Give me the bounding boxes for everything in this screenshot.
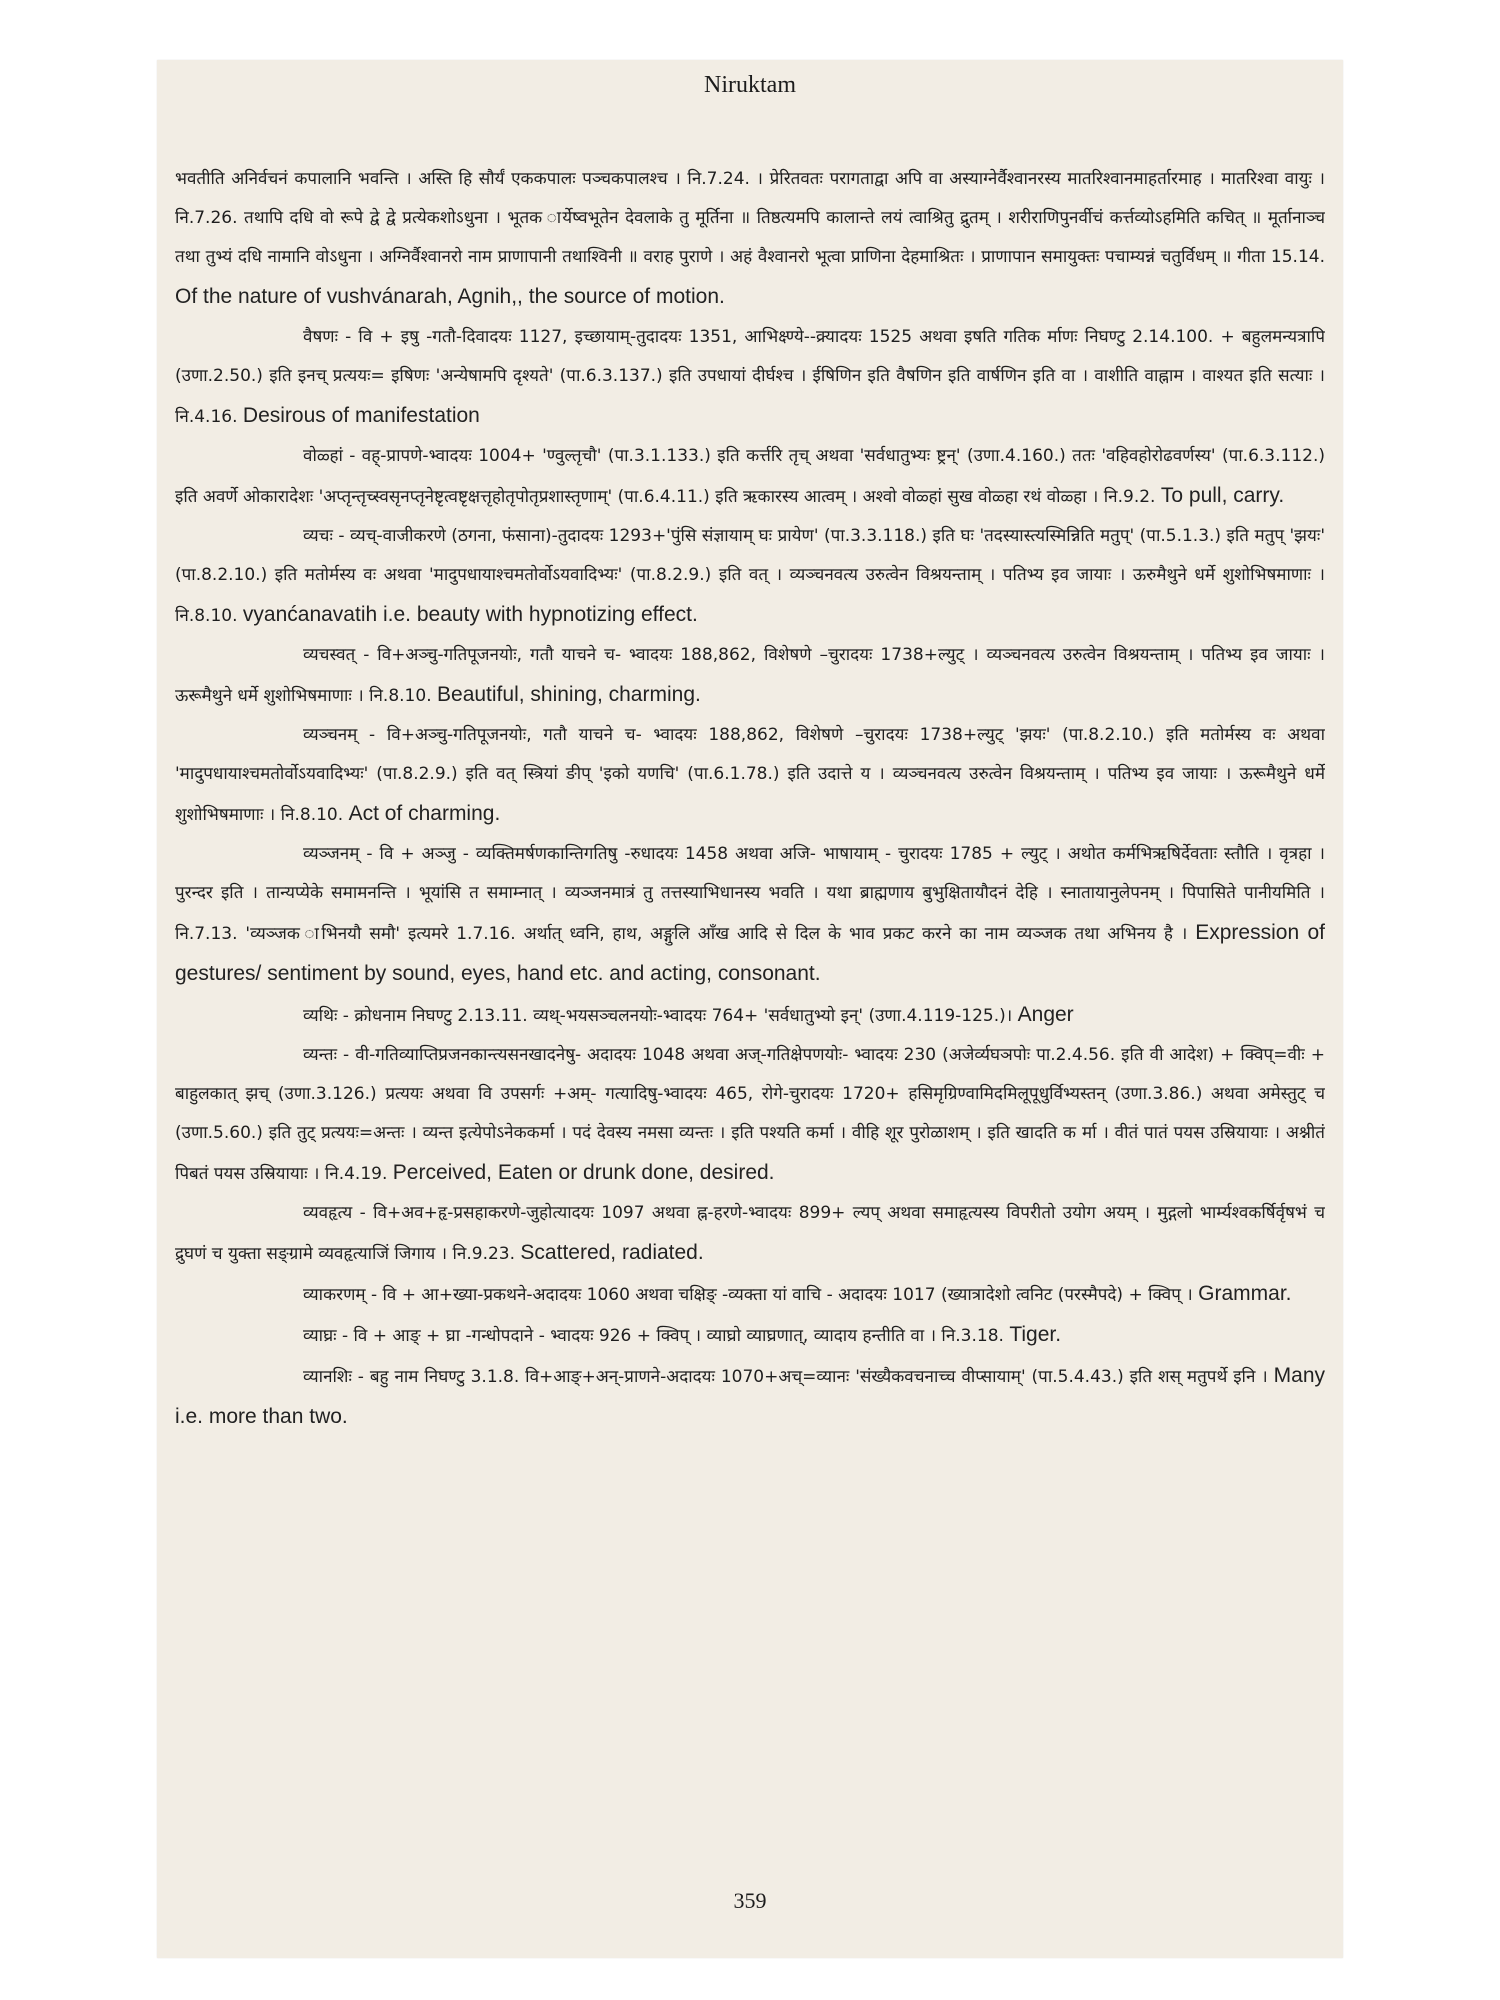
english-gloss: Many i.e. more than two. (175, 1364, 1325, 1428)
sanskrit-text: व्याकरणम् - वि + आ+ख्या-प्रकथने-अदादयः 1060 अथवा चक्षिङ् -व्यक्ता यां वाचि - अदादयः 1017 (ख्यात्रादेशो त्वनिट (परस्मैपदे) + क्विप् । (303, 1285, 1193, 1305)
entry-paragraph (175, 160, 1325, 318)
entry-paragraph (175, 437, 1325, 517)
sanskrit-text: व्यानशिः - बहु नाम निघण्टु 3.1.8. वि+आङ्+अन्-प्राणने-अदादयः 1070+अच्=व्यानः 'संख्यैकवचनाच्च वीप्सायाम्' (पा.5.4.43.) इति शस् मतुपर्थे इनि । (303, 1367, 1268, 1387)
entry-paragraph (175, 1315, 1325, 1356)
sanskrit-text: व्यथिः - क्रोधनाम निघण्टु 2.13.11. व्यथ्-भयसञ्चलनयोः-भ्वादयः 764+ 'सर्वधातुभ्यो इन्' (उणा.4.119-125.)। (303, 1006, 1013, 1026)
entry-paragraph (175, 716, 1325, 835)
english-gloss: Scattered, radiated. (520, 1241, 704, 1264)
entry-paragraph (175, 318, 1325, 437)
running-head: Niruktam (704, 72, 796, 98)
sanskrit-text: वैषणः - वि + इषु -गतौ-दिवादयः 1127, इच्छायाम्-तुदादयः 1351, आभिक्ष्ण्ये--क्र्यादयः 1525 अथवा इषति गतिक र्माणः निघण्टु 2.14.100. + बहुलमन्यत्रापि (उणा.2.50.) इति इनच् प्रत्ययः= इषिणः 'अन्येषामपि दृश्यते' (पा.6.3.137.) इति उपधायां दीर्घश्च । ईषिणिन इति वैषणिन इति वार्षणिन इति वा । वाशीति वाह्नाम । वाश्यत इति सत्याः । नि.4.16. (175, 327, 1325, 427)
english-gloss: To pull, carry. (1160, 484, 1285, 507)
entry-paragraph (175, 835, 1325, 995)
sanskrit-text: व्यचः - व्यच्-वाजीकरणे (ठगना, फंसाना)-तुदादयः 1293+'पुंसि संज्ञायाम् घः प्रायेण' (पा.3.3.118.) इति घः 'तदस्यास्त्यस्मिन्निति मतुप्' (पा.5.1.3.) इति मतुप् 'झयः' (पा.8.2.10.) इति मतोर्मस्य वः अथवा 'मादुपधायाश्चमतोर्वोऽयवादिभ्यः' (पा.8.2.9.) इति वत् । व्यञ्चनवत्य उरुत्वेन विश्रयन्ताम् । पतिभ्य इव जायाः । ऊरुमैथुने धर्मे शुशोभिषमाणाः । नि.8.10. (175, 526, 1325, 626)
english-gloss: Perceived, Eaten or drunk done, desired. (392, 1161, 775, 1184)
book-page (157, 60, 1343, 1958)
entry-paragraph (175, 1194, 1325, 1274)
sanskrit-text: भवतीति अनिर्वचनं कपालानि भवन्ति । अस्ति हि सौर्यं एककपालः पञ्चकपालश्च । नि.7.24. । प्रेरितवतः परागताद्वा अपि वा अस्याग्नेर्वैश्वानरस्य मातरिश्वानमाहर्तारमाह । मातरिश्वा वायुः । नि.7.26. तथापि दधि वो रूपे द्वे द्वे प्रत्येकशोऽधुना । भूतक ार्येष्वभूतेन देवलाके तु मूर्तिना ॥ तिष्ठत्यमपि कालान्ते लयं त्वाश्रितु द्रुतम् । शरीराणिपुनर्वीचं कर्त्तव्योऽहमिति कचित् ॥ मूर्तानाञ्च तथा तुभ्यं दधि नामानि वोऽधुना । अग्निर्वैश्वानरो नाम प्राणापानी तथाश्विनी ॥ वराह पुराणे । अहं वैश्वानरो भूत्वा प्राणिना देहमाश्रितः । प्राणापान समायुक्तः पचाम्यन्नं चतुर्विधम् ॥ गीता 15.14. (175, 169, 1325, 267)
english-gloss: Of the nature of vushvánarah, Agnih,, the source of motion. (175, 285, 725, 308)
english-gloss: Act of charming. (348, 802, 501, 825)
sanskrit-text: व्यञ्चनम् - वि+अञ्चु-गतिपूजनयोः, गतौ याचने च- भ्वादयः 188,862, विशेषणे –चुरादयः 1738+ल्युट् 'झयः' (पा.8.2.10.) इति मतोर्मस्य वः अथवा 'मादुपधायाश्चमतोर्वोऽयवादिभ्यः' (पा.8.2.9.) इति वत् स्त्रियां ङीप् 'इको यणचि' (पा.6.1.78.) इति उदात्ते य । व्यञ्चनवत्य उरुत्वेन विश्रयन्ताम् । पतिभ्य इव जायाः । ऊरूमैथुने धर्मे शुशोभिषमाणाः । नि.8.10. (175, 725, 1325, 825)
entry-paragraph (175, 1356, 1325, 1438)
sanskrit-text: व्याघ्रः - वि + आङ् + घ्रा -गन्धोपदाने - भ्वादयः 926 + क्विप् । व्याघ्रो व्याघ्रणात्, व्यादाय हन्तीति वा । नि.3.18. (303, 1326, 1004, 1346)
english-gloss: Expression of gestures/ sentiment by sound, eyes, hand etc. and acting, consonant. (175, 921, 1325, 985)
entry-paragraph (175, 517, 1325, 636)
entry-paragraph (175, 995, 1325, 1036)
english-gloss: Tiger. (1009, 1323, 1062, 1346)
sanskrit-text: व्यवहृत्य - वि+अव+हृ-प्रसहाकरणे-जुहोत्यादयः 1097 अथवा ह्न-हरणे-भ्वादयः 899+ ल्यप् अथवा समाहृत्यस्य विपरीतो उयोग अयम् । मुद्गलो भार्म्यश्वकर्षिर्वृषभं च द्रुघणं च युक्ता सङ्ग्रामे व्यवहृत्याजिं जिगाय । नि.9.23. (175, 1203, 1325, 1264)
entry-paragraph (175, 636, 1325, 716)
entry-paragraph (175, 1274, 1325, 1315)
page-body (175, 160, 1325, 1880)
entry-paragraph (175, 1036, 1325, 1194)
sanskrit-text: वोळ्हां - वह्-प्रापणे-भ्वादयः 1004+ 'ण्वुल्तृचौ' (पा.3.1.133.) इति कर्त्तरि तृच् अथवा 'सर्वधातुभ्यः ष्ट्रन्' (उणा.4.160.) ततः 'वहिवहोरोढवर्णस्य' (पा.6.3.112.) इति अवर्णे ओकारादेशः 'अप्तृन्तृच्स्वसृनप्तृनेष्टृत्वष्टृक्षत्तृहोतृपोतृप्रशास्तृणाम्' (पा.6.4.11.) इति ऋकारस्य आत्वम् । अश्वो वोळ्हां सुख वोळ्हा रथं वोळ्हा । नि.9.2. (175, 446, 1325, 507)
sanskrit-text: व्यचस्वत् - वि+अञ्चु-गतिपूजनयोः, गतौ याचने च- भ्वादयः 188,862, विशेषणे –चुरादयः 1738+ल्युट् । व्यञ्चनवत्य उरुत्वेन विश्रयन्ताम् । पतिभ्य इव जायाः । ऊरूमैथुने धर्मे शुशोभिषमाणाः । नि.8.10. (175, 645, 1325, 706)
sanskrit-text: व्यञ्जनम् - वि + अञ्जु - व्यक्तिमर्षणकान्तिगतिषु -रुधादयः 1458 अथवा अजि- भाषायाम् - चुरादयः 1785 + ल्युट् । अथोत कर्मभिऋषिर्देवताः स्तौति । वृत्रहा । पुरन्दर इति । तान्यप्येके समामनन्ति । भूयांसि त समाम्नात् । व्यञ्जनमात्रं तु तत्तस्याभिधानस्य भवति । यथा ब्राह्मणाय बुभुक्षितायौदनं देहि । स्नातायानुलेपनम् । पिपासिते पानीयमिति । नि.7.13. 'व्यञ्जक ाभिनयौ समौ' इत्यमरे 1.7.16. अर्थात् ध्वनि, हाथ, अङ्गुलि आँख आदि से दिल के भाव प्रकट करने का नाम व्यञ्जक तथा अभिनय है । (175, 844, 1325, 944)
english-gloss: Desirous of manifestation (242, 404, 480, 427)
english-gloss: Grammar. (1198, 1282, 1292, 1305)
english-gloss: Anger (1017, 1003, 1074, 1026)
english-gloss: vyanćanavatih i.e. beauty with hypnotizing effect. (242, 603, 698, 626)
sanskrit-text: व्यन्तः - वी-गतिव्याप्तिप्रजनकान्त्यसनखादनेषु- अदादयः 1048 अथवा अज्-गतिक्षेपणयोः- भ्वादयः 230 (अजेर्व्यघञपोः पा.2.4.56. इति वी आदेश) + क्विप्=वीः + बाहुलकात् झच् (उणा.3.126.) प्रत्ययः अथवा वि उपसर्गः +अम्- गत्यादिषु-भ्वादयः 465, रोगे-चुरादयः 1720+ हसिमृग्रिण्वामिदमिलूपूधुर्विभ्यस्तन् (उणा.3.86.) अथवा अमेस्तुट् च (उणा.5.60.) इति तुट् प्रत्ययः=अन्तः । व्यन्त इत्येपोऽनेककर्मा । पदं देवस्य नमसा व्यन्तः । इति पश्यति कर्मा । वीहि शूर पुरोळाशम् । इति खादति क र्मा । वीतं पातं पयस उस्रियायाः । अश्नीतं पिबतं पयस उस्रियायाः । नि.4.19. (175, 1045, 1325, 1184)
page-number: 359 (733, 1888, 767, 1913)
english-gloss: Beautiful, shining, charming. (437, 683, 701, 706)
